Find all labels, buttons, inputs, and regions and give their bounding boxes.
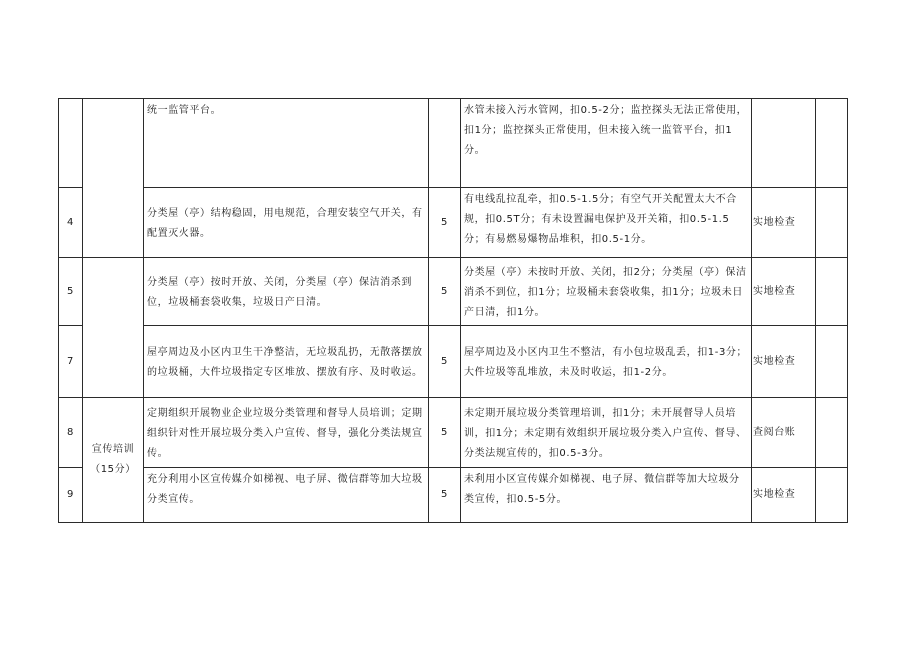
scoring-table <box>58 98 848 523</box>
deduction-cell: 屋亭周边及小区内卫生不整洁，有小包垃圾乱丢，扣1-3分；大件垃圾等乱堆放，未及时收运，扣1-2分。 <box>461 326 752 398</box>
deduction-cell: 有电线乱拉乱牵，扣0.5-1.5分；有空气开关配置太大不合规，扣0.5T分；有未设置漏电保护及开关箱，扣0.5-1.5分；有易燃易爆物品堆积，扣0.5-1分。 <box>461 188 752 258</box>
item-number: 7 <box>59 326 83 398</box>
remark-cell <box>816 326 848 398</box>
method-cell: 实地检查 <box>752 258 816 326</box>
category-cell <box>83 99 144 258</box>
remark-cell <box>816 258 848 326</box>
table-row <box>59 188 848 258</box>
table-row <box>59 398 848 468</box>
score-cell: 5 <box>429 468 461 523</box>
remark-cell <box>816 99 848 188</box>
deduction-cell: 水管未接入污水管网，扣0.5-2分；监控探头无法正常使用，扣1分；监控探头正常使用，但未接入统一监管平台，扣1分。 <box>461 99 752 188</box>
score-cell <box>429 99 461 188</box>
score-cell: 5 <box>429 188 461 258</box>
method-cell: 实地检查 <box>752 326 816 398</box>
table-row <box>59 99 848 188</box>
table-row <box>59 468 848 523</box>
score-cell: 5 <box>429 398 461 468</box>
method-cell: 实地检查 <box>752 468 816 523</box>
item-number: 8 <box>59 398 83 468</box>
category-name: 宣传培训 <box>91 444 135 455</box>
deduction-cell: 分类屋（亭）未按时开放、关闭，扣2分；分类屋（亭）保洁消杀不到位，扣1分；垃圾桶未套袋收集，扣1分；垃圾未日产日清，扣1分。 <box>461 258 752 326</box>
requirement-cell: 统一监管平台。 <box>144 99 429 188</box>
remark-cell <box>816 468 848 523</box>
category-points: （15分） <box>90 464 136 475</box>
table-row <box>59 258 848 326</box>
category-cell <box>83 258 144 398</box>
item-number: 5 <box>59 258 83 326</box>
deduction-cell: 未定期开展垃圾分类管理培训，扣1分；未开展督导人员培训，扣1分；未定期有效组织开展垃圾分类入户宣传、督导、分类法规宣传的，扣0.5-3分。 <box>461 398 752 468</box>
item-number <box>59 99 83 188</box>
remark-cell <box>816 188 848 258</box>
method-cell: 查阅台账 <box>752 398 816 468</box>
item-number: 9 <box>59 468 83 523</box>
method-cell: 实地检查 <box>752 188 816 258</box>
remark-cell <box>816 398 848 468</box>
requirement-cell: 屋亭周边及小区内卫生干净整洁，无垃圾乱扔，无散落摆放的垃圾桶，大件垃圾指定专区堆放、摆放有序、及时收运。 <box>144 326 429 398</box>
category-training <box>83 398 144 523</box>
requirement-cell: 定期组织开展物业企业垃圾分类管理和督导人员培训；定期组织针对性开展垃圾分类入户宣传、督导，强化分类法规宣传。 <box>144 398 429 468</box>
score-cell: 5 <box>429 326 461 398</box>
deduction-cell: 未利用小区宣传媒介如梯视、电子屏、微信群等加大垃圾分类宣传，扣0.5-5分。 <box>461 468 752 523</box>
score-cell: 5 <box>429 258 461 326</box>
table-row <box>59 326 848 398</box>
method-cell <box>752 99 816 188</box>
item-number: 4 <box>59 188 83 258</box>
requirement-cell: 分类屋（亭）结构稳固，用电规范，合理安装空气开关，有配置灭火器。 <box>144 188 429 258</box>
requirement-cell: 分类屋（亭）按时开放、关闭，分类屋（亭）保洁消杀到位，垃圾桶套袋收集，垃圾日产日清。 <box>144 258 429 326</box>
requirement-cell: 充分利用小区宣传媒介如梯视、电子屏、微信群等加大垃圾分类宣传。 <box>144 468 429 523</box>
